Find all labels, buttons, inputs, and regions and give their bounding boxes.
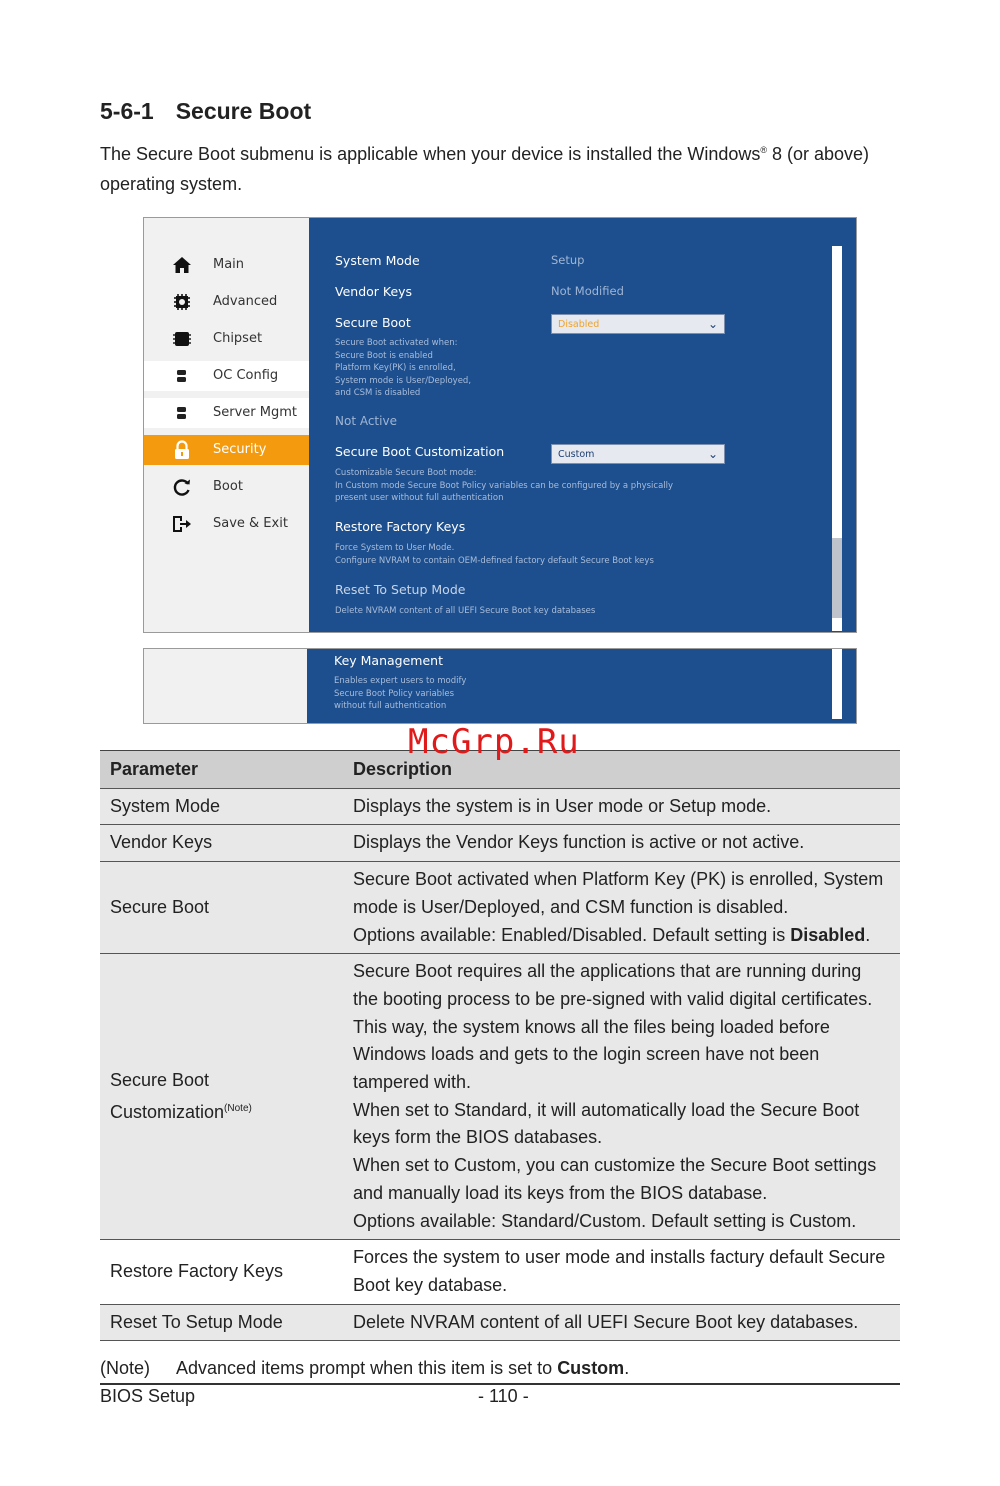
nav-label-save-exit: Save & Exit bbox=[213, 516, 288, 531]
secure-boot-help: Secure Boot activated when: Secure Boot is enabled Platform Key(PK) is enrolled, System mode is User/Deployed, and CSM is disabled bbox=[335, 338, 472, 399]
table-row bbox=[100, 954, 900, 1240]
nav-item-main[interactable] bbox=[144, 250, 309, 280]
bios-main-panel bbox=[309, 218, 856, 632]
param-cell: Vendor Keys bbox=[100, 825, 343, 862]
bios-screenshot-continued bbox=[143, 648, 857, 724]
chevron-down-icon: ⌄ bbox=[707, 447, 718, 461]
footnote-text: Advanced items prompt when this item is set to bbox=[176, 1358, 558, 1378]
bios-screenshot bbox=[143, 217, 857, 633]
reset-setup-mode-help: Delete NVRAM content of all UEFI Secure Boot key databases bbox=[335, 606, 596, 616]
param-cell: Reset To Setup Mode bbox=[100, 1304, 343, 1341]
vendor-keys-label: Vendor Keys bbox=[335, 284, 413, 299]
param-text: Secure Boot Customization bbox=[110, 1070, 225, 1122]
param-cell bbox=[100, 954, 343, 1240]
section-number: 5-6-1 bbox=[100, 98, 154, 124]
customization-help: Customizable Secure Boot mode: In Custom mode Secure Boot Policy variables can be configured by a physically present user without full authentication bbox=[335, 468, 674, 504]
exit-icon bbox=[171, 514, 193, 534]
nav-item-security[interactable] bbox=[144, 435, 309, 465]
refresh-icon bbox=[171, 477, 193, 497]
registered-mark: ® bbox=[760, 145, 767, 155]
desc-cell: Delete NVRAM content of all UEFI Secure Boot key databases. bbox=[343, 1304, 900, 1341]
table-row bbox=[100, 1240, 900, 1304]
reset-setup-mode-option[interactable]: Reset To Setup Mode bbox=[335, 582, 466, 597]
nav-item-boot[interactable] bbox=[144, 472, 309, 502]
intro-text: The Secure Boot submenu is applicable when your device is installed the Windows bbox=[100, 144, 761, 164]
footnote-bold: Custom bbox=[557, 1358, 625, 1378]
footer-rule bbox=[100, 1383, 900, 1385]
param-cell: Restore Factory Keys bbox=[100, 1240, 343, 1304]
chevron-down-icon: ⌄ bbox=[707, 317, 718, 331]
nav-label-main: Main bbox=[213, 257, 245, 272]
desc-bold: Disabled bbox=[790, 924, 866, 945]
table-row bbox=[100, 825, 900, 862]
nav-label-advanced: Advanced bbox=[213, 294, 278, 309]
scrollbar-thumb[interactable] bbox=[832, 538, 842, 618]
secure-boot-label: Secure Boot bbox=[335, 315, 411, 330]
desc-cell: Displays the system is in User mode or Setup mode. bbox=[343, 788, 900, 825]
oc-config-icon bbox=[171, 366, 193, 386]
home-icon bbox=[171, 255, 193, 275]
param-cell: System Mode bbox=[100, 788, 343, 825]
parameter-table bbox=[100, 750, 900, 1341]
bios-sidebar bbox=[144, 218, 309, 632]
nav-item-save-exit[interactable] bbox=[144, 509, 309, 539]
nav-item-chipset[interactable] bbox=[144, 324, 309, 354]
page-number: - 110 - bbox=[478, 1386, 529, 1406]
desc-cell bbox=[343, 862, 900, 954]
desc-line bbox=[353, 922, 890, 950]
nav-label-boot: Boot bbox=[213, 479, 243, 494]
system-mode-value: Setup bbox=[551, 253, 585, 267]
desc-line: When set to Standard, it will automatically load the Secure Boot keys form the BIOS databases. bbox=[353, 1099, 860, 1148]
intro-paragraph bbox=[100, 135, 900, 199]
header-description: Description bbox=[343, 751, 900, 789]
table-row bbox=[100, 862, 900, 954]
section-heading bbox=[100, 98, 311, 125]
key-management-help: Enables expert users to modify Secure Boot Policy variables without full authentication bbox=[334, 676, 467, 712]
customization-dropdown-value: Custom bbox=[558, 449, 595, 460]
desc-cell bbox=[343, 954, 900, 1240]
nav-label-oc-config: OC Config bbox=[213, 368, 279, 383]
header-parameter: Parameter bbox=[100, 751, 343, 789]
intro-text-end: 8 (or above) operating system. bbox=[100, 144, 870, 194]
nav-label-chipset: Chipset bbox=[213, 331, 263, 346]
restore-factory-keys-option[interactable]: Restore Factory Keys bbox=[335, 519, 466, 534]
desc-text: Options available: Enabled/Disabled. Default setting is bbox=[353, 924, 791, 945]
restore-factory-keys-help: Force System to User Mode. Configure NVRAM to contain OEM-defined factory default Secure Boot keys bbox=[335, 543, 654, 566]
customization-dropdown[interactable] bbox=[551, 444, 725, 464]
chipset-icon bbox=[171, 329, 193, 349]
bios-main-panel-continued bbox=[307, 649, 856, 723]
secure-boot-dropdown-value: Disabled bbox=[558, 319, 600, 330]
param-cell: Secure Boot bbox=[100, 862, 343, 954]
nav-item-server-mgmt[interactable] bbox=[144, 398, 309, 428]
desc-text: . bbox=[865, 924, 871, 945]
table-row bbox=[100, 1304, 900, 1341]
nav-item-advanced[interactable] bbox=[144, 287, 309, 317]
advanced-chip-icon bbox=[171, 292, 193, 312]
desc-line: Options available: Standard/Custom. Default setting is Custom. bbox=[353, 1210, 857, 1231]
secure-boot-dropdown[interactable] bbox=[551, 314, 725, 334]
customization-label[interactable]: Secure Boot Customization bbox=[335, 444, 505, 459]
nav-label-server-mgmt: Server Mgmt bbox=[213, 405, 297, 420]
footnote-tag: (Note) bbox=[100, 1358, 151, 1378]
desc-line: When set to Custom, you can customize the Secure Boot settings and manually load its keys from the BIOS database. bbox=[353, 1155, 877, 1203]
footnote-end: . bbox=[624, 1358, 630, 1378]
server-mgmt-icon bbox=[171, 403, 193, 423]
desc-cell: Displays the Vendor Keys function is active or not active. bbox=[343, 825, 900, 862]
table-row bbox=[100, 788, 900, 825]
footer-title: BIOS Setup bbox=[100, 1386, 196, 1406]
nav-label-security: Security bbox=[213, 442, 267, 457]
lock-icon bbox=[171, 440, 193, 460]
scrollbar[interactable] bbox=[832, 649, 842, 719]
watermark: McGrp.Ru bbox=[408, 722, 580, 762]
note-superscript: (Note) bbox=[224, 1102, 252, 1114]
key-management-option[interactable]: Key Management bbox=[334, 653, 443, 668]
desc-cell: Forces the system to user mode and installs factury default Secure Boot key database. bbox=[343, 1240, 900, 1304]
desc-line: Secure Boot activated when Platform Key (PK) is enrolled, System mode is User/Deployed, and CSM function is disabled. bbox=[353, 869, 884, 917]
secure-boot-status: Not Active bbox=[335, 414, 397, 428]
desc-line: Secure Boot requires all the applications that are running during the booting process to be pre-signed with valid digital certificates. This way, the system knows all the files being loaded before Windows loads and gets to the login screen have not been tampered with. bbox=[353, 961, 873, 1093]
nav-item-oc-config[interactable] bbox=[144, 361, 309, 391]
system-mode-label: System Mode bbox=[335, 253, 420, 268]
footnote bbox=[100, 1358, 629, 1379]
section-title: Secure Boot bbox=[175, 98, 312, 124]
vendor-keys-value: Not Modified bbox=[551, 284, 624, 298]
